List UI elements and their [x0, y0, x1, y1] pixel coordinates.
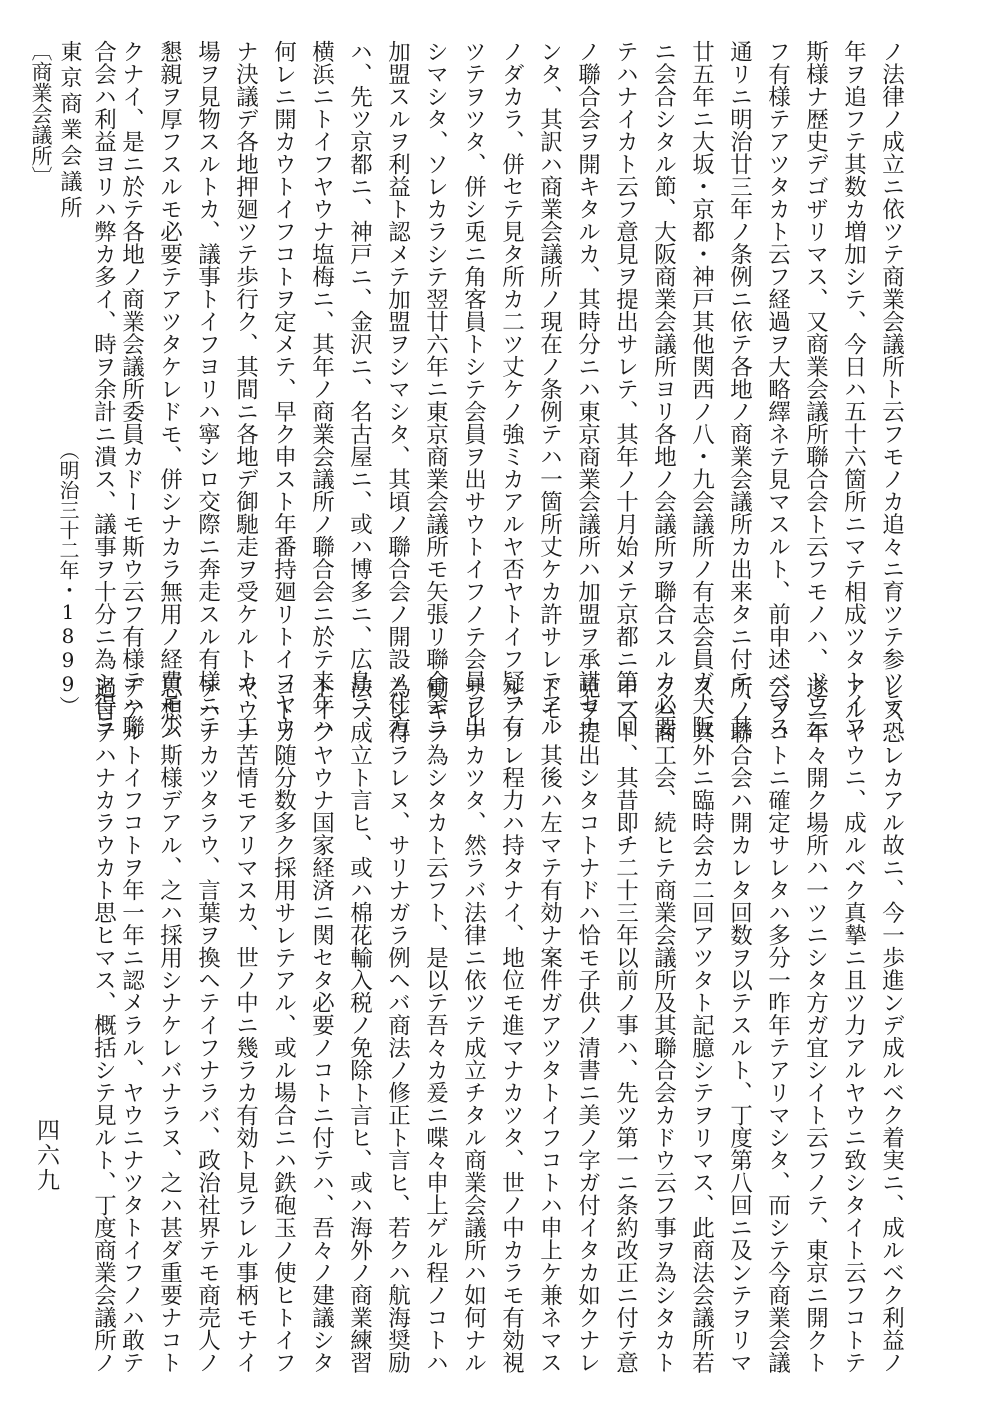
lower-line: 思想ハ斯様デアル、之ハ採用シナケレバナラヌ、之ハ甚ダ重要ナコト [156, 676, 183, 1374]
upper-line: ツテヲツタ、併シ兎ニ角客員トシテ会員ヲ出サウトイフノテ会員ヲ出 [460, 40, 487, 738]
upper-line: 加盟スルヲ利益ト認メテ加盟ヲシマシタ、其頃ノ聯合会ノ開設ノ仕方 [384, 40, 411, 738]
upper-line: 年ヲ追フテ其数カ増加シテ、今日ハ五十六箇所ニマテ相成ツタトイフ [840, 40, 867, 738]
lower-line: ドモ、其後ハ左マテ有効ナ案件ガアツタトイフコトハ申上ケ兼ネマス [536, 676, 563, 1374]
lower-line: ヤウナ苦情モアリマスカ、世ノ中ニ幾ラカ有効ト見ラレル事柄モナイ [232, 676, 259, 1374]
lower-line: アルヤウニ、成ルベク真摯ニ且ツ力アルヤウニ致シタイト云フコトテ [840, 676, 867, 1374]
upper-line: 合会ハ利益ヨリハ弊カ多イ、時ヲ余計ニ潰ス、議事ヲ十分ニ為シ得ラ [90, 40, 117, 738]
upper-line: クナイ、是ニ於テ各地ノ商業会議所委員カドーモ斯ウ云フ有様テハ聯 [118, 40, 145, 738]
lower-line: 見ヲ提出シタコトナドハ恰モ子供ノ清書ニ美ノ字ガ付イタカ如クナレ [574, 676, 601, 1374]
lower-line: トイフヤウナ国家経済ニ関セタ必要ノコトニ付テハ、吾々ノ建議シタ [308, 676, 335, 1374]
lower-line: ス、其外ニ臨時会カ二回アツタト記臆シテヲリマス、此商法会議所若 [688, 676, 715, 1374]
upper-line: ナ決議デ各地押廻ツテ歩行ク、其間ニ各地デ御馳走ヲ受ケルトカ、工 [232, 40, 259, 738]
lower-line: テハナカツタラウ、言葉ヲ換ヘテイフナラバ、政治社界テモ商売人ノ [194, 676, 221, 1374]
upper-line: 廿五年ニ大坂・京都・神戸其他関西ノ八・九会議所ノ有志会員ガ大阪 [688, 40, 715, 738]
lower-line: 過言テハナカラウカト思ヒマス、概括シテ見ルト、丁度商業会議所ノ [90, 676, 117, 1374]
lower-line: コトカ随分数多ク採用サレテアル、或ル場合ニハ鉄砲玉ノ使ヒトイフ [270, 676, 297, 1374]
lower-line: デアルトイフコトヲ年一年ニ認メラル、ヤウニナツタトイフノハ敢テ [118, 676, 145, 1374]
lower-line: 所ノ聯合会ハ開カレタ回数ヲ以テスルト、丁度第八回ニ及ンテヲリマ [726, 676, 753, 1374]
page-number: 四六九 [33, 1118, 59, 1193]
lower-line: 働キヲ為シタカト云フト、是以テ吾々カ爰ニ喋々申上ゲル程ノコトハ [422, 676, 449, 1374]
upper-line: テハナイカト云フ意見ヲ提出サレテ、其年ノ十月始メテ京都ニ第一回 [612, 40, 639, 738]
upper-line: ハ、先ツ京都ニ、神戸ニ、金沢ニ、名古屋ニ、或ハ博多ニ、広島ニ、 [346, 40, 373, 738]
running-head-publisher: 東京商業会議所 [57, 40, 82, 222]
running-head-section: 〔商業会議所〕 [29, 40, 53, 187]
lower-line: レヌ恐レカアル故ニ、今一歩進ンデ成ルベク着実ニ、成ルベク利益ノ [878, 676, 905, 1374]
upper-line: ンタ、其訳ハ商業会議所ノ現在ノ条例テハ一箇所丈ケカ許サレテアル [536, 40, 563, 738]
upper-line: フ有様テアツタカト云フ経過ヲ大略繹ネテ見マスルト、前申述ベマス [764, 40, 791, 738]
upper-line: ノ法律ノ成立ニ依ツテ商業会議所ト云フモノカ追々ニ育ツテ参ツテ、 [878, 40, 905, 738]
lower-line: 遂ニ年々開ク場所ハ一ツニシタ方ガ宜シイト云フノテ、東京ニ開クト [802, 676, 829, 1374]
upper-line: ノ聯合会ヲ開キタルカ、其時分ニハ東京商業会議所ハ加盟ヲ承諾セナ [574, 40, 601, 738]
lower-line: クハ商工会、続ヒテ商業会議所及其聯合会カドウ云フ事ヲ為シタカト [650, 676, 677, 1374]
running-head-date: （明治三十二年・1899） [56, 440, 80, 716]
lower-line: サレナカツタ、然ラバ法律ニ依ツテ成立チタル商業会議所ハ如何ナル [460, 676, 487, 1374]
upper-line: 懇親ヲ厚フスルモ必要テアツタケレドモ、併シナカラ無用ノ経費モ少 [156, 40, 183, 738]
lower-line: 法ノ成立ト言ヒ、或ハ棉花輸入税ノ免除ト言ヒ、或ハ海外ノ商業練習 [346, 676, 373, 1374]
upper-line: 通リニ明治廿三年ノ条例ニ依テ各地ノ商業会議所カ出来タニ付テ、其 [726, 40, 753, 738]
upper-line: 何レニ開カウトイフコトヲ定メテ、早ク申スト年番持廻リトイフヤウ [270, 40, 297, 738]
upper-line: 横浜ニトイフヤウナ塩梅ニ、其年ノ商業会議所ノ聯合会ニ於テ来年ハ [308, 40, 335, 738]
lower-line: 申スト、其昔即チ二十三年以前ノ事ハ、先ツ第一ニ条約改正ニ付テ意 [612, 676, 639, 1374]
lower-line: ル、ソレ程力ハ持タナイ、地位モ進マナカツタ、世ノ中カラモ有効視 [498, 676, 525, 1374]
upper-line: ノダカラ、併セテ見タ所カ二ツ丈ケノ強ミカアルヤ否ヤトイフ疑ヲ有 [498, 40, 525, 738]
upper-line: シマシタ、ソレカラシテ翌廿六年ニ東京商業会議所モ矢張リ聯合会ニ [422, 40, 449, 738]
upper-line: 場ヲ見物スルトカ、議事トイフヨリハ寧シロ交際ニ奔走スル有様ニテ [194, 40, 221, 738]
lower-line: 為シ得ラレヌ、サリナガラ例ヘバ商法ノ修正ト言ヒ、若クハ航海奨励 [384, 676, 411, 1374]
lower-line: 云フコトニ確定サレタハ多分一昨年テアリマシタ、而シテ今商業会議 [764, 676, 791, 1374]
upper-line: 斯様ナ歴史デゴザリマス、又商業会議所聯合会ト云フモノハ、ドウ云 [802, 40, 829, 738]
upper-line: ニ会合シタル節、大阪商業会議所ヨリ各地ノ会議所ヲ聯合スルカ必要 [650, 40, 677, 738]
